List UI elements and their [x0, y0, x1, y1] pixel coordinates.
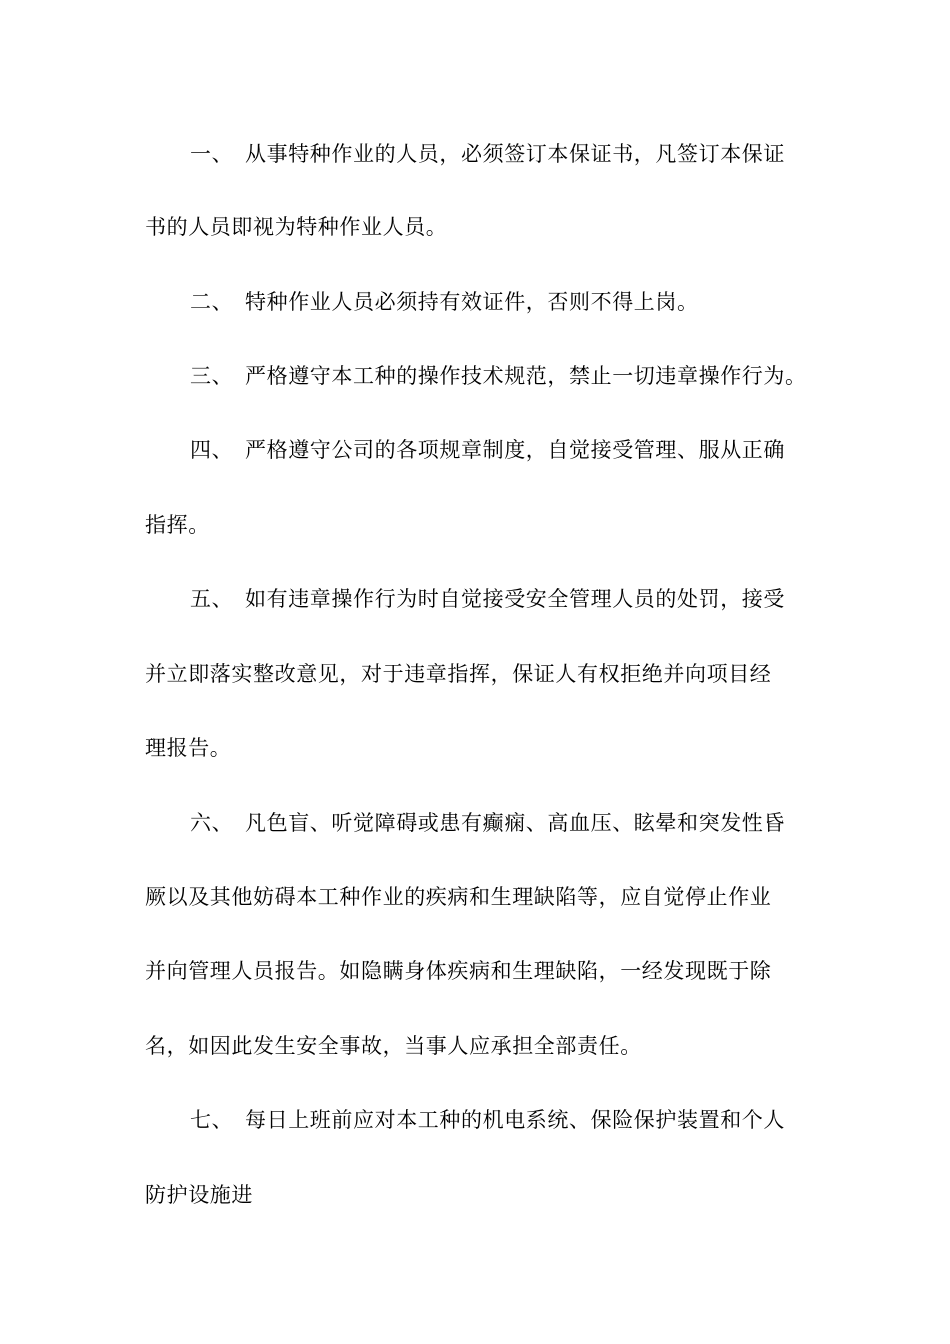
paragraph-text: 每日上班前应对本工种的机电系统、保险保护装置和个人 [245, 1108, 785, 1132]
item-number: 四、 [190, 438, 234, 462]
paragraph-text: 如有违章操作行为时自觉接受安全管理人员的处罚，接受 [245, 587, 785, 611]
paragraph-text: 特种作业人员必须持有效证件，否则不得上岗。 [245, 290, 699, 314]
item-number: 三、 [190, 364, 234, 388]
paragraph-text: 从事特种作业的人员，必须签订本保证书，凡签订本保证 [245, 142, 785, 166]
paragraph-line: 防护设施进 [145, 1183, 253, 1207]
paragraph-line: 厥以及其他妨碍本工种作业的疾病和生理缺陷等，应自觉停止作业 [145, 885, 772, 909]
item-number: 五、 [190, 587, 234, 611]
item-number: 六、 [190, 811, 234, 835]
item-number: 二、 [190, 290, 234, 314]
paragraph-line: 书的人员即视为特种作业人员。 [145, 215, 448, 239]
paragraph-text: 严格遵守本工种的操作技术规范，禁止一切违章操作行为。 [245, 364, 807, 388]
paragraph-line: 理报告。 [145, 736, 232, 760]
paragraph-line: 并立即落实整改意见，对于违章指挥，保证人有权拒绝并向项目经 [145, 662, 772, 686]
paragraph-text: 严格遵守公司的各项规章制度，自觉接受管理、服从正确 [245, 438, 785, 462]
item-number: 一、 [190, 142, 234, 166]
paragraph-line: 并向管理人员报告。如隐瞒身体疾病和生理缺陷，一经发现既于除 [145, 959, 772, 983]
paragraph-text: 凡色盲、听觉障碍或患有癫痫、高血压、眩晕和突发性昏 [245, 811, 785, 835]
paragraph-line: 指挥。 [145, 513, 210, 537]
item-number: 七、 [190, 1108, 234, 1132]
paragraph-line: 名，如因此发生安全事故，当事人应承担全部责任。 [145, 1034, 642, 1058]
